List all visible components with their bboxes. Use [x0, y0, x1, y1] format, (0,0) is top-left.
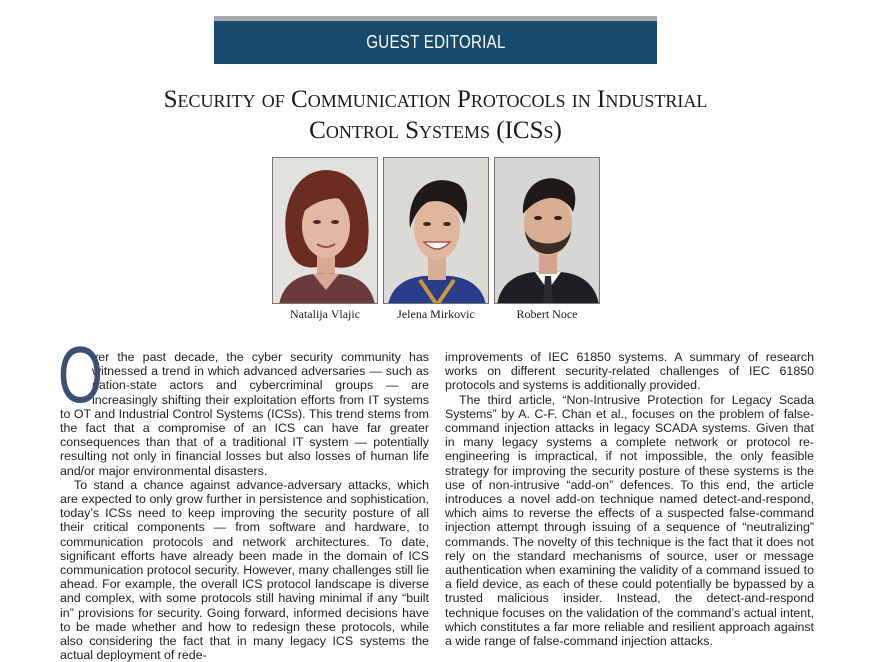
- author-name-1: Natalija Vlajic: [289, 307, 361, 321]
- section-banner: [214, 21, 657, 64]
- paragraph: The third article, “Non-Intrusive Protection for Legacy Scada Systems” by A. C-F. Chan et al., focuses on the problem of false-command injection attacks in legacy SCADA systems. Given that in many legacy systems a complete network or protocol re-engineering is impractical, if not impossible, the only feasible strategy for improving the security posture of these systems is the use of non-intrusive “add-on” defences. To this end, the article introduces a novel add-on technique named detect-and-respond, which aims to reverse the effects of a suspected false-command injection attempt through issuing of a sequence of “neutralizing” commands. The novelty of this technique is the fact that it does not rely on the standard mechanisms of source, user or message authentication when examining the validity of a command issued to a field device, as each of these could potentially be bypassed by a trusted malicious insider. Instead, the detect-and-respond technique focuses on the validation of the command’s actual intent, which constitutes a far more reliable and resilient approach against a wide range of false-command injection attacks.: [445, 392, 814, 649]
- paragraph: To stand a chance against advance-adversary attacks, which are expected to only grow further in persistence and sophistication, today’s ICSs need to keep improving the security posture of all their critical components — from software and hardware, to communication protocols and network architectures. To date, significant efforts have already been made in the domain of ICS communication protocol security. However, many challenges still lie ahead. For example, the overall ICS protocol landscape is diverse and complex, with some protocols still having minimal if any “built in” provisions for security. Going forward, informed decisions have to be made whether and how to redesign these protocols, while also considering the fact that in many legacy ICS systems the actual deployment of rede-: [60, 477, 429, 662]
- paragraph: [58, 330, 429, 478]
- drop-cap: O: [58, 330, 103, 419]
- author-name-3: Robert Noce: [516, 307, 578, 321]
- author-photo-2: [383, 157, 489, 304]
- title-line-1: Security of Communication Protocols in Industrial: [163, 86, 708, 113]
- author-photo-1: [272, 157, 378, 304]
- author-name-2: Jelena Mirkovic: [397, 307, 475, 321]
- portrait-man-bearded-icon: [495, 158, 600, 304]
- title-line-2: Control Systems (ICSs): [309, 117, 562, 144]
- body-column-right: [445, 350, 814, 648]
- portrait-woman-short-hair-icon: [384, 158, 489, 304]
- section-label: GUEST EDITORIAL: [365, 32, 506, 52]
- body-column-left: [58, 330, 429, 662]
- article-title: [60, 84, 811, 146]
- author-photo-3: [494, 157, 600, 304]
- paragraph-text: ver the past decade, the cyber security community has witnessed a trend in which advanced adversaries — such as nation-state actors and cybercriminal groups — are increasingly shifting their exploitation efforts from IT systems to OT and Industrial Control Systems (ICSs). This trend stems from the fact that a compromise of an ICS can have far greater consequences than that of a traditional IT system — potentially resulting not only in financial losses but also losses of human life and/or major environmental disasters.: [60, 350, 429, 478]
- portrait-woman-auburn-hair-icon: [273, 158, 378, 304]
- paragraph: improvements of IEC 61850 systems. A summary of research works on different security-related challenges of IEC 61850 protocols and systems is additionally provided.: [445, 350, 814, 393]
